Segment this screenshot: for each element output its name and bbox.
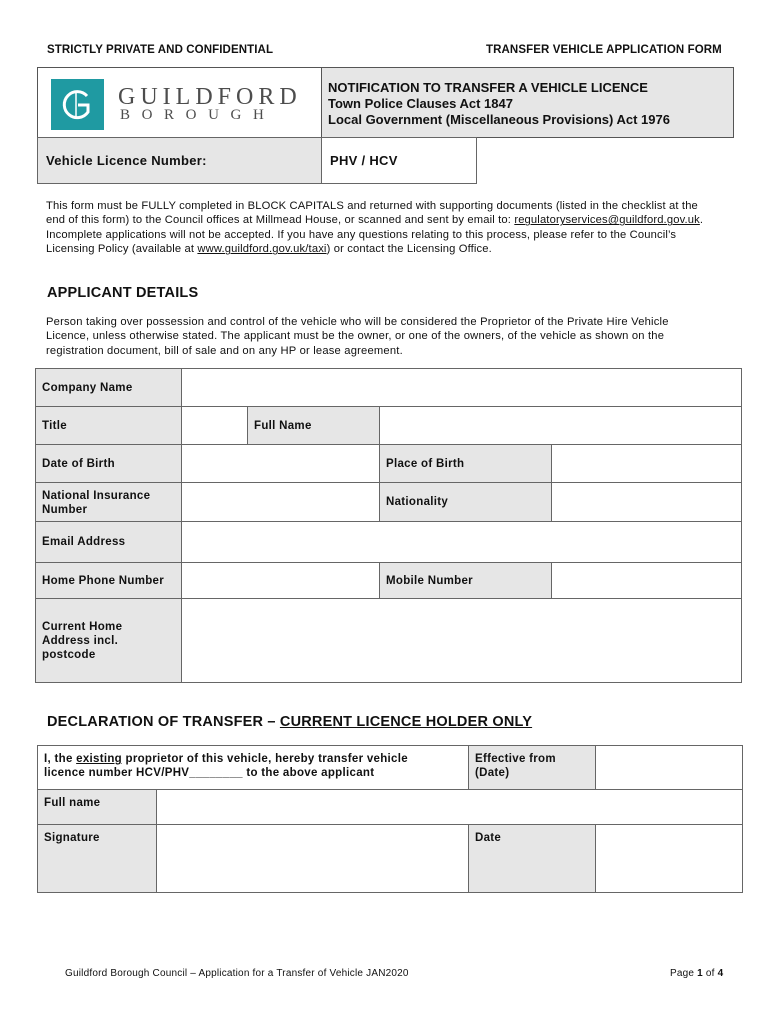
home-phone-input[interactable]	[181, 562, 380, 599]
applicant-description: Person taking over possession and control of the vehicle who will be considered the Proprietor of the Private Hire Vehicle Licence, unless otherwise stated. The applicant must be the owner, or one of the owners, of the vehicle as shown on the registration document, bill of sale and on any HP or lease agreement.	[46, 316, 669, 357]
page-prefix: Page	[670, 968, 698, 979]
statement-text-d: licence number HCV/PHV________ to the above applicant	[44, 767, 375, 779]
nationality-input[interactable]	[551, 482, 742, 522]
intro-text-1: This form must be FULLY completed in BLOCK CAPITALS and returned with supporting documents (listed in the checklist at the end of this form) to the Council offices at Millmead House, or scanned and sent by email to:	[46, 200, 698, 227]
nationality-label: Nationality	[379, 482, 552, 522]
title-input[interactable]	[181, 406, 248, 445]
declaration-heading	[47, 714, 532, 730]
email-input[interactable]	[181, 521, 742, 563]
declaration-date-label: Date	[468, 824, 596, 893]
applicant-details-heading: APPLICANT DETAILS	[47, 285, 199, 301]
email-link[interactable]: regulatoryservices@guildford.gov.uk	[514, 214, 700, 227]
email-label: Email Address	[35, 521, 182, 563]
signature-label: Signature	[37, 824, 157, 893]
place-of-birth-label: Place of Birth	[379, 444, 552, 483]
form-type-header: TRANSFER VEHICLE APPLICATION FORM	[486, 44, 722, 56]
declaration-full-name-input[interactable]	[156, 789, 743, 825]
intro-paragraph	[46, 199, 711, 257]
declaration-heading-text: DECLARATION OF TRANSFER –	[47, 714, 280, 730]
title-label: Title	[35, 406, 182, 445]
page-total: 4	[717, 968, 724, 979]
full-name-label: Full Name	[247, 406, 380, 445]
address-input[interactable]	[181, 598, 742, 683]
ni-number-label-line2: Number	[42, 504, 88, 516]
address-label-line2: Address incl.	[42, 634, 119, 647]
intro-text-3: ) or contact the Licensing Office.	[326, 243, 492, 256]
form-title-act2: Local Government (Miscellaneous Provisions) Act 1976	[328, 112, 670, 127]
declaration-date-input[interactable]	[595, 824, 743, 893]
address-label	[35, 598, 182, 683]
company-name-input[interactable]	[181, 368, 742, 407]
footer-text: Guildford Borough Council – Application for a Transfer of Vehicle JAN2020	[65, 968, 409, 979]
ni-number-label-line1: National Insurance	[42, 490, 151, 502]
ni-number-input[interactable]	[181, 482, 380, 522]
transfer-statement	[37, 745, 469, 790]
place-of-birth-input[interactable]	[551, 444, 742, 483]
logo-wordmark: GUILDFORD	[118, 84, 302, 110]
home-phone-label: Home Phone Number	[35, 562, 182, 599]
effective-date-label-line2: (Date)	[475, 767, 510, 779]
licence-number-label: Vehicle Licence Number:	[37, 137, 322, 184]
dob-label: Date of Birth	[35, 444, 182, 483]
statement-text-existing: existing	[76, 753, 122, 765]
confidential-header: STRICTLY PRIVATE AND CONFIDENTIAL	[47, 44, 274, 56]
licence-number-field[interactable]: PHV / HCV	[321, 137, 477, 184]
statement-text-c: proprietor of this vehicle, hereby transfer vehicle	[122, 753, 408, 765]
intro-text-2: . Incomplete applications will not be accepted. If you have any questions relating to this process, please refer to the Council’s Licensing Policy (available at	[46, 214, 704, 256]
mobile-input[interactable]	[551, 562, 742, 599]
statement-text-a: I, the	[44, 753, 77, 765]
form-title-act1: Town Police Clauses Act 1847	[328, 96, 513, 111]
logo-subwordmark: BOROUGH	[120, 107, 276, 123]
form-title	[328, 80, 670, 128]
dob-input[interactable]	[181, 444, 380, 483]
page-current: 1	[697, 968, 703, 979]
page-mid: of	[702, 968, 718, 979]
guildford-logo-icon	[51, 79, 104, 130]
signature-input[interactable]	[156, 824, 469, 893]
effective-date-label	[468, 745, 596, 790]
address-label-line1: Current Home	[42, 620, 123, 633]
declaration-heading-emphasis: CURRENT LICENCE HOLDER ONLY	[279, 714, 533, 730]
form-title-main: NOTIFICATION TO TRANSFER A VEHICLE LICENCE	[328, 80, 648, 95]
effective-date-label-line1: Effective from	[475, 753, 556, 765]
full-name-input[interactable]	[379, 406, 742, 445]
mobile-label: Mobile Number	[379, 562, 552, 599]
page-number	[670, 968, 723, 979]
declaration-full-name-label: Full name	[37, 789, 157, 825]
company-name-label: Company Name	[35, 368, 182, 407]
policy-link[interactable]: www.guildford.gov.uk/taxi	[197, 243, 327, 256]
effective-date-input[interactable]	[595, 745, 743, 790]
address-label-line3: postcode	[42, 648, 96, 661]
ni-number-label	[35, 482, 182, 522]
